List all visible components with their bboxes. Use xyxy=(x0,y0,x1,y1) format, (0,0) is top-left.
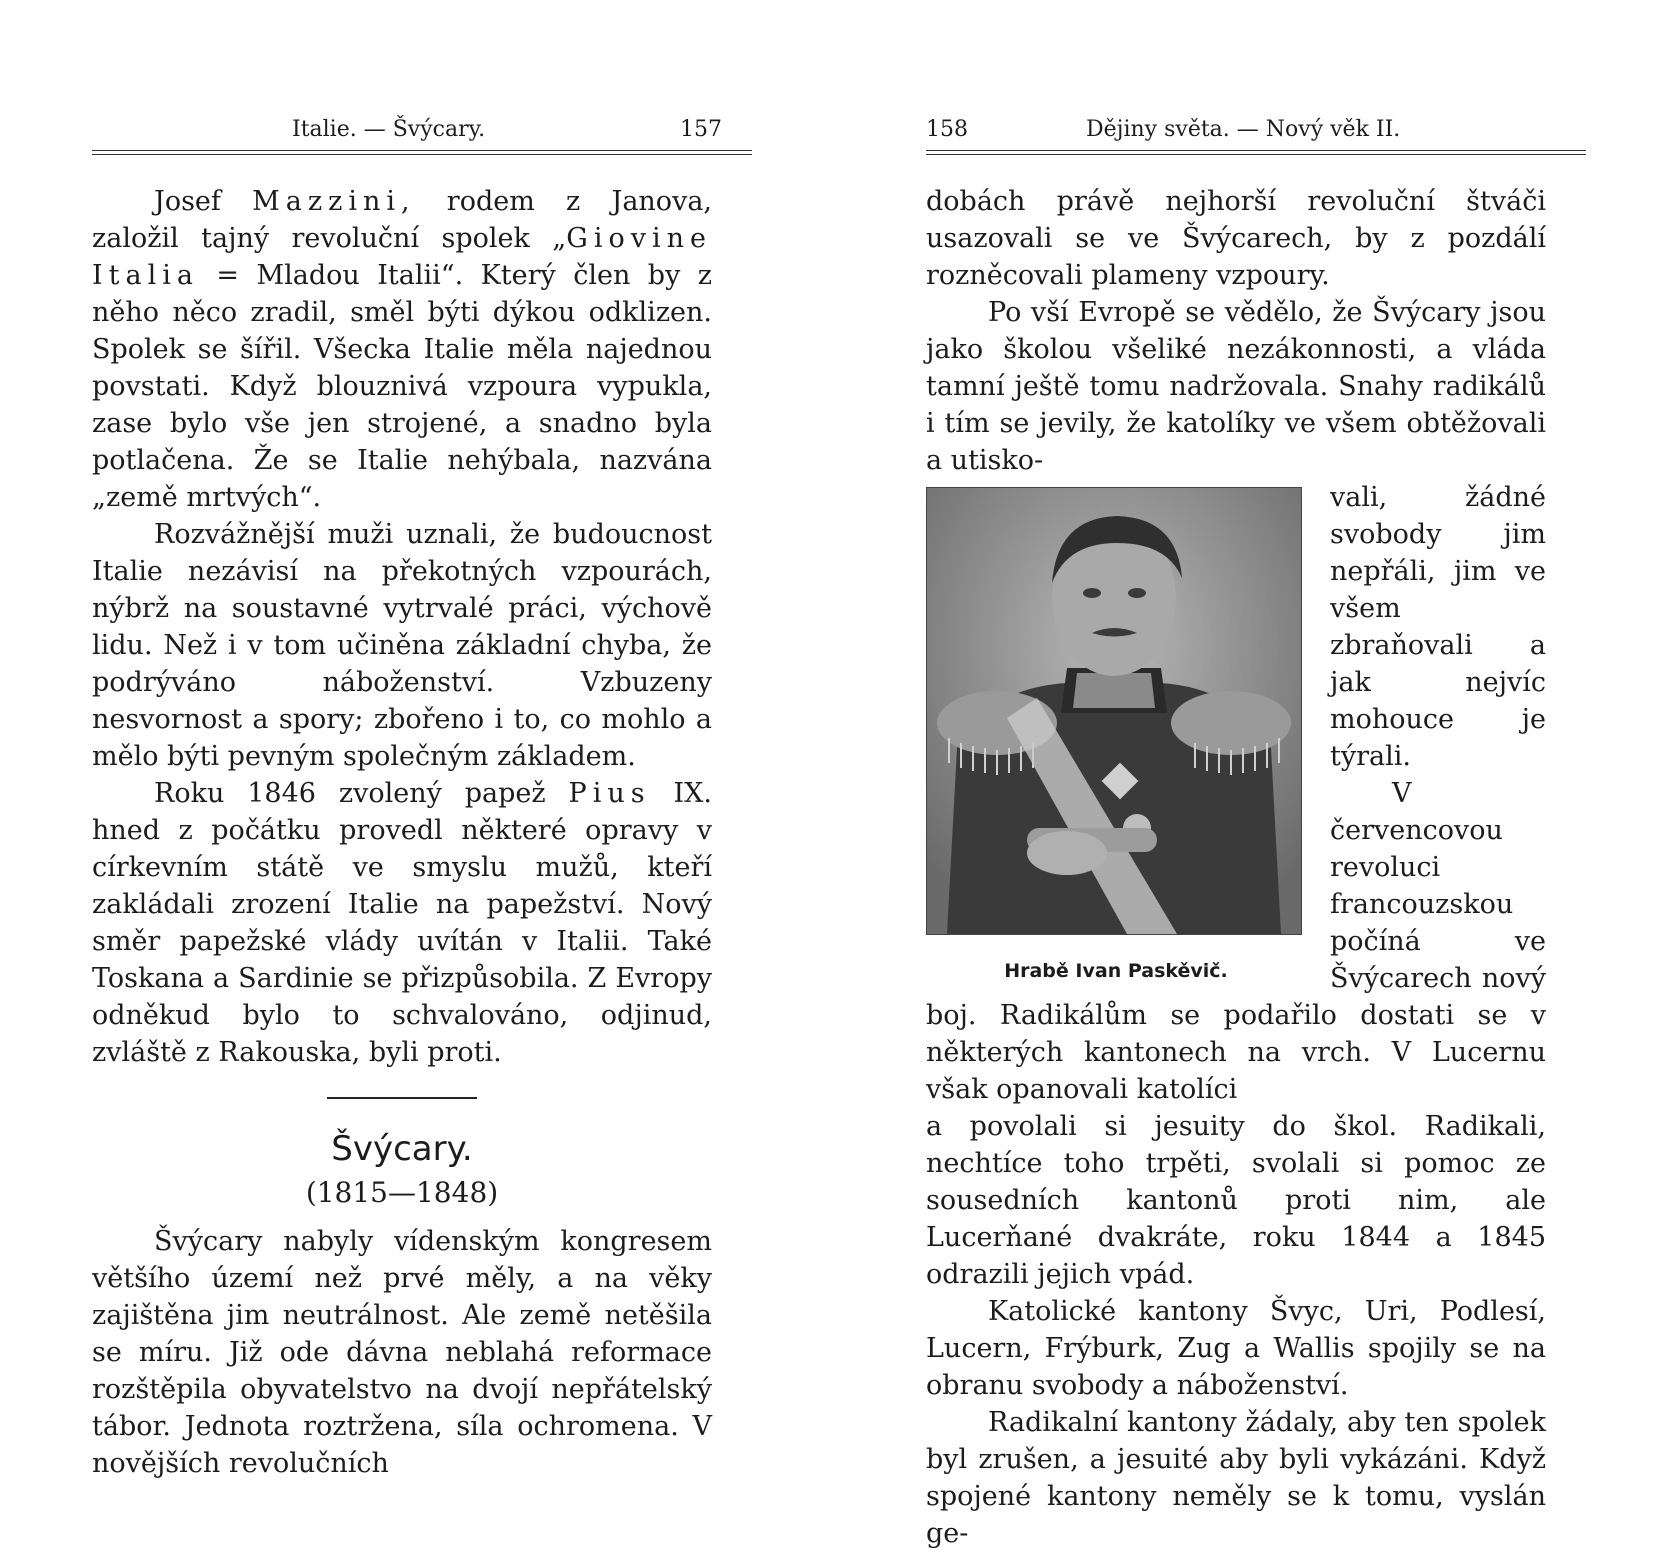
section-separator xyxy=(327,1097,477,1099)
text-span: = Mladou Italii“. Který člen by z něho něco zradil, směl býti dýkou odklizen. Spolek se šířil. Všecka Italie měla najednou povstati. Když blouznivá vzpoura vypukla, zase bylo vše jen strojené, a snadno byla potlačena. Že se Italie nehýbala, nazvána „země mrtvých“. xyxy=(92,260,712,513)
paragraph-mazzini xyxy=(92,183,712,516)
page-number-right: 158 xyxy=(926,117,968,142)
header-rule-left xyxy=(92,150,752,155)
figure-caption: Hrabě Ivan Paskěvič. xyxy=(1004,960,1228,982)
header-title-left: Italie. — Švýcary. xyxy=(292,117,486,142)
paragraph-pius xyxy=(92,775,712,1071)
page-number-left: 157 xyxy=(680,117,722,142)
right-body xyxy=(926,183,1586,1552)
text-span: Roku 1846 zvolený papež xyxy=(154,778,569,809)
text-span: IX. hned z počátku provedl některé opravy v církevním státě ve smyslu mužů, kteří zakládali zrození Italie na papežství. Nový směr papežské vlády uvítán v Italii. Také Toskana a Sardinie se přizpůsobila. Z Evropy odněkud bylo to schvalováno, odjinud, zvláště z Rakouska, byli proti. xyxy=(92,778,712,1068)
section-years: (1815—1848) xyxy=(305,1176,499,1209)
header-title-right: Dějiny světa. — Nový věk II. xyxy=(1086,117,1401,142)
paragraph-dobach: dobách právě nejhorší revoluční štváči usazovali se ve Švýcarech, by z pozdálí rozněcovali plameny vzpoury. xyxy=(926,186,1546,291)
running-head-left xyxy=(92,110,752,150)
paragraph-rozvazni: Rozvážnější muži uznali, že budoucnost Italie nezávisí na překotných vzpourách, nýbrž na soustavné vytrvalé práci, výchově lidu. Než i v tom učiněna základní chyba, že podrýváno náboženství. Vzbuzeny nesvornost a spory; zbořeno i to, co mohlo a mělo býti pevným společným základem. xyxy=(92,519,712,772)
header-rule-right xyxy=(926,150,1586,155)
paragraph-jesuity: a povolali si jesuity do škol. Radikali, nechtíce toho trpěti, svolali si pomoc ze sousedních kantonů proti nim, ale Lucerňané dvakráte, roku 1844 a 1845 odrazili jejich vpád. xyxy=(926,1111,1546,1290)
figure xyxy=(926,487,1306,990)
left-body xyxy=(92,183,752,1482)
paragraph-wrap-1: vali, žádné svobody jim nepřáli, jim ve všem zbraňovali a jak nejvíc mohouce je týrali. xyxy=(1330,482,1546,772)
text-span: rodem z Janova, založil tajný revoluční spolek „ xyxy=(92,186,712,254)
section-title: Švýcary. xyxy=(331,1129,473,1169)
running-head-right xyxy=(926,110,1586,150)
paragraph-svycary: Švýcary nabyly vídenským kongresem většího území než prvé měly, a na věky zajištěna jim neutrálnost. Ale země netěšila se míru. Již ode dávna neblahá reformace rozštěpila obyvatelstvo na dvojí nepřátelský tábor. Jednota roztržena, síla ochromena. V novějších revolučních xyxy=(92,1226,712,1479)
right-page xyxy=(926,0,1586,1552)
portrait-image xyxy=(926,487,1302,935)
paragraph-po-vsi-evrope: Po vší Evropě se vědělo, že Švýcary jsou jako školou všeliké nezákonnosti, a vláda tamní ještě tomu nadržovala. Snahy radikálů i tím se jevily, že katolíky ve všem obtěžovali a utisko- xyxy=(926,297,1546,476)
society-name: Giovine Italia xyxy=(92,223,712,291)
name-pius: Pius xyxy=(568,778,651,809)
left-page xyxy=(92,0,752,1482)
paragraph-radikalni: Radikalní kantony žádaly, aby ten spolek byl zrušen, a jesuité aby byli vykázáni. Když spojené kantony neměly se k tomu, vyslán ge- xyxy=(926,1407,1546,1549)
name-mazzini: Mazzini, xyxy=(252,186,416,217)
paragraph-cervencova: V červencovou revoluci francouzskou počíná ve Švýcarech nový boj. Radikálům se podařilo dostati se v některých kantonech na vrch. V Lucernu však opanovali katolíci xyxy=(926,778,1546,1105)
text-span: Josef xyxy=(154,186,253,217)
paragraph-katolicke: Katolické kantony Švyc, Uri, Podlesí, Lucern, Frýburk, Zug a Wallis spojily se na obranu svobody a náboženství. xyxy=(926,1296,1546,1401)
